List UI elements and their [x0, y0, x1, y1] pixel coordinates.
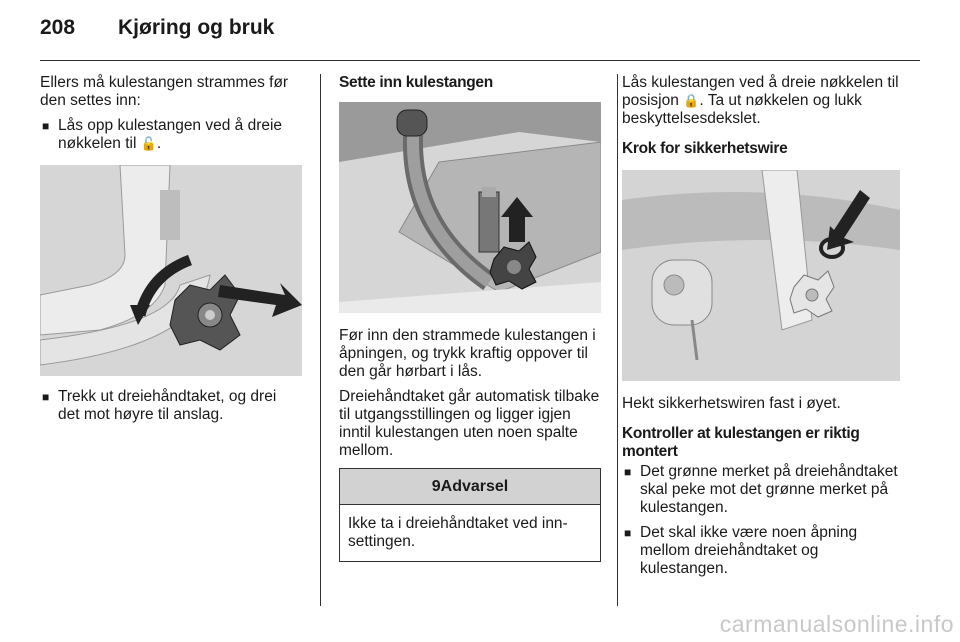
paragraph: Hekt sikkerhetswiren fast i øyet. [622, 395, 841, 412]
warning-body: Ikke ta i dreiehåndtaket ved inn-settingen. [348, 515, 568, 550]
figure-unlock-handle [40, 165, 302, 376]
paragraph [622, 74, 904, 128]
column-2 [339, 74, 601, 562]
page-title: Kjøring og bruk [118, 16, 275, 39]
unlock-icon: 🔓 [140, 136, 157, 151]
section-heading: Sette inn kulestangen [339, 74, 493, 91]
bullet-item [40, 117, 302, 153]
column-divider [320, 74, 321, 606]
warning-title: Advarsel [440, 478, 509, 495]
figure-insert-towbar [339, 102, 601, 313]
header-rule [40, 60, 920, 61]
section-heading: Kontroller at kulestangen er riktig montert [622, 425, 860, 460]
section-heading: Krok for sikkerhetswire [622, 140, 788, 157]
intro-text: Ellers må kulestangen strammes før den settes inn: [40, 74, 289, 109]
warning-box [339, 468, 601, 562]
page-number: 208 [40, 16, 76, 39]
bullet-item [622, 524, 904, 578]
lock-icon: 🔒 [683, 93, 700, 108]
bullet-text: Lås opp kulestangen ved å dreie nøkkelen til [58, 117, 283, 152]
column-divider [617, 74, 618, 606]
bullet-text: Trekk ut dreiehåndtaket, og drei det mot høyre til anslag. [58, 388, 277, 423]
page-header [40, 16, 274, 40]
warning-header [340, 469, 600, 505]
bullet-text: Det grønne merket på dreiehåndtaket skal peke mot det grønne merket på kulestangen. [640, 463, 898, 516]
figure-safety-cable-hook [622, 170, 900, 381]
bullet-item [622, 463, 904, 517]
bullet-text: Det skal ikke være noen åpning mellom dreiehåndtaket og kulestangen. [640, 524, 858, 577]
watermark: carmanualsonline.info [719, 611, 954, 637]
warning-icon: 9 [431, 478, 441, 495]
bullet-item [40, 388, 302, 424]
column-3 [622, 74, 904, 585]
paragraph-text-end: . Ta ut nøkkelen og lukk beskyttelsesdekslet. [622, 92, 862, 127]
column-1 [40, 74, 302, 431]
paragraph: Før inn den strammede kulestangen i åpningen, og trykk kraftig oppover til den går hørbart i lås. [339, 327, 596, 380]
bullet-text-end: . [156, 135, 162, 152]
paragraph-text: Lås kulestangen ved å dreie nøkkelen til posisjon [622, 74, 899, 109]
paragraph: Dreiehåndtaket går automatisk tilbake til utgangsstillingen og ligger igjen inntil kulestangen uten noen spalte mellom. [339, 388, 600, 459]
